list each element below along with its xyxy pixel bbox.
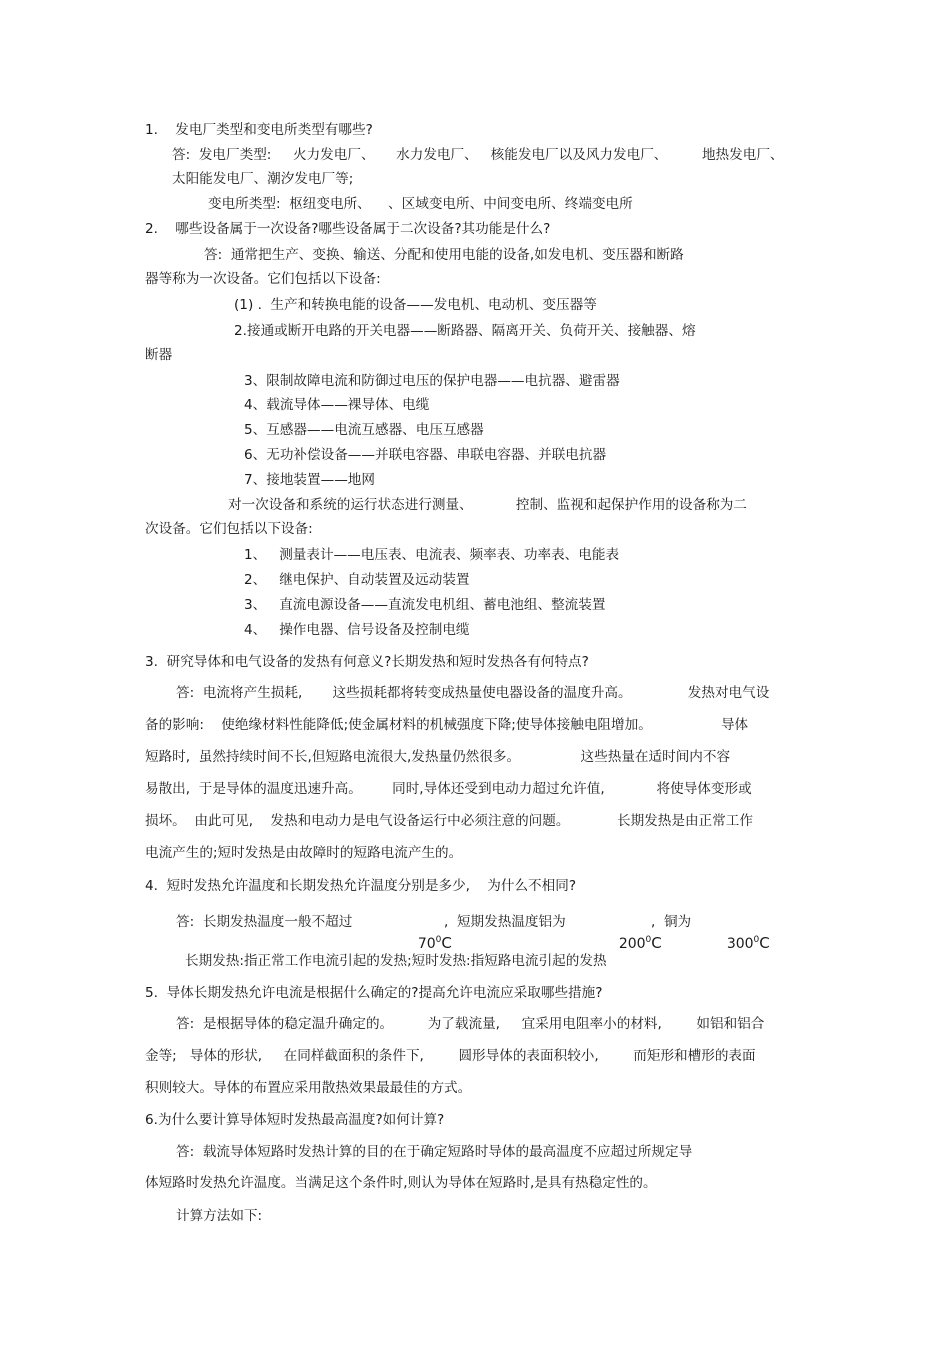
q3-answer-line: 易散出, 于是导体的温度迅速升高。 同时,导体还受到电动力超过允许值, 将使导体变形或 — [145, 781, 752, 797]
q2-secondary-item: 2、 继电保护、自动装置及远动装置 — [244, 572, 470, 588]
q6-answer-line3: 计算方法如下: — [176, 1208, 263, 1224]
q2-secondary-item: 3、 直流电源设备——直流发电机组、蓄电池组、整流装置 — [244, 597, 606, 613]
q4-t3-value: 300 — [726, 936, 754, 952]
q2-primary-item: 7、接地装置——地网 — [244, 472, 375, 488]
degree-sign: 0 — [645, 935, 652, 945]
q3-answer-line: 损坏。 由此可见, 发热和电动力是电气设备运行中必须注意的问题。 长期发热是由正常工作 — [145, 813, 753, 829]
q6-answer-line1: 答: 载流导体短路时发热计算的目的在于确定短路时导体的最高温度不应超过所规定导 — [176, 1144, 693, 1160]
q3-answer-line: 答: 电流将产生损耗, 这些损耗都将转变成热量使电器设备的温度升高。 发热对电气设 — [176, 685, 770, 701]
q4-t2-value: 200 — [618, 936, 646, 952]
q3-answer-line: 电流产生的;短时发热是由故障时的短路电流产生的。 — [145, 845, 463, 861]
degree-sign: 0 — [435, 935, 442, 945]
q6-title: 6.为什么要计算导体短时发热最高温度?如何计算? — [145, 1112, 445, 1128]
q2-primary-item: 3、限制故障电流和防御过电压的保护电器——电抗器、避雷器 — [244, 373, 620, 389]
degree-sign: 0 — [753, 935, 760, 945]
q2-secondary-intro-line1: 对一次设备和系统的运行状态进行测量、 控制、监视和起保护作用的设备称为二 — [228, 497, 747, 513]
q2-secondary-intro-line2: 次设备。它们包括以下设备: — [145, 521, 313, 537]
q3-title: 3. 研究导体和电气设备的发热有何意义?长期发热和短时发热各有何特点? — [145, 654, 589, 670]
q6-answer-line2: 体短路时发热允许温度。当满足这个条件时,则认为导体在短路时,是具有热稳定性的。 — [145, 1175, 657, 1191]
q2-primary-item: 5、互感器——电流互感器、电压互感器 — [244, 422, 484, 438]
q3-answer-line: 短路时, 虽然持续时间不长,但短路电流很大,发热量仍然很多。 这些热量在适时间内不容 — [145, 749, 731, 765]
q2-primary-item: 断器 — [145, 347, 173, 363]
q3-answer-line: 备的影响: 使绝缘材料性能降低;使金属材料的机械强度下降;使导体接触电阻增加。 导体 — [145, 717, 749, 733]
q5-answer-line: 积则较大。导体的布置应采用散热效果最最佳的方式。 — [145, 1080, 472, 1096]
q2-answer-line1: 答: 通常把生产、变换、输送、分配和使用电能的设备,如发电机、变压器和断路 — [204, 247, 684, 263]
q1-answer-line3: 变电所类型: 枢纽变电所、 、区域变电所、中间变电所、终端变电所 — [208, 196, 633, 212]
q5-answer-line: 答: 是根据导体的稳定温升确定的。 为了载流量, 宜采用电阻率小的材料, 如铝和铝合 — [176, 1016, 765, 1032]
q2-secondary-item: 1、 测量表计——电压表、电流表、频率表、功率表、电能表 — [244, 547, 620, 563]
q4-answer-mid: , 短期发热温度铝为 — [444, 914, 566, 930]
q2-primary-item: 6、无功补偿设备——并联电容器、串联电容器、并联电抗器 — [244, 447, 607, 463]
q2-primary-item: 2.接通或断开电路的开关电器——断路器、隔离开关、负荷开关、接触器、熔 — [234, 323, 696, 339]
celsius-unit: C — [759, 934, 770, 952]
q4-answer-prefix: 答: 长期发热温度一般不超过 — [176, 914, 353, 930]
q4-title: 4. 短时发热允许温度和长期发热允许温度分别是多少, 为什么不相同? — [145, 878, 577, 894]
q5-title: 5. 导体长期发热允许电流是根据什么确定的?提高允许电流应采取哪些措施? — [145, 985, 603, 1001]
q2-answer-line2: 器等称为一次设备。它们包括以下设备: — [145, 271, 381, 287]
q2-primary-item: (1) . 生产和转换电能的设备——发电机、电动机、变压器等 — [234, 297, 597, 313]
q1-answer-line1: 答: 发电厂类型: 火力发电厂、 水力发电厂、 核能发电厂以及风力发电厂、 地热发电厂、 — [172, 147, 784, 163]
q2-title: 2. 哪些设备属于一次设备?哪些设备属于二次设备?其功能是什么? — [145, 221, 551, 237]
celsius-unit: C — [651, 934, 662, 952]
q4-answer-line2: 长期发热:指正常工作电流引起的发热;短时发热:指短路电流引起的发热 — [185, 953, 607, 969]
q4-t1-value: 70 — [417, 936, 436, 952]
q4-answer-mid2: , 铜为 — [651, 914, 692, 930]
q2-secondary-item: 4、 操作电器、信号设备及控制电缆 — [244, 622, 470, 638]
q4-short-term-temp-cu — [709, 913, 770, 971]
celsius-unit: C — [441, 934, 452, 952]
q5-answer-line: 金等; 导体的形状, 在同样截面积的条件下, 圆形导体的表面积较小, 而矩形和槽形的表面 — [145, 1048, 756, 1064]
q1-title: 1. 发电厂类型和变电所类型有哪些? — [145, 122, 373, 138]
q1-answer-line2: 太阳能发电厂、潮汐发电厂等; — [172, 171, 354, 187]
q2-primary-item: 4、载流导体——裸导体、电缆 — [244, 397, 430, 413]
